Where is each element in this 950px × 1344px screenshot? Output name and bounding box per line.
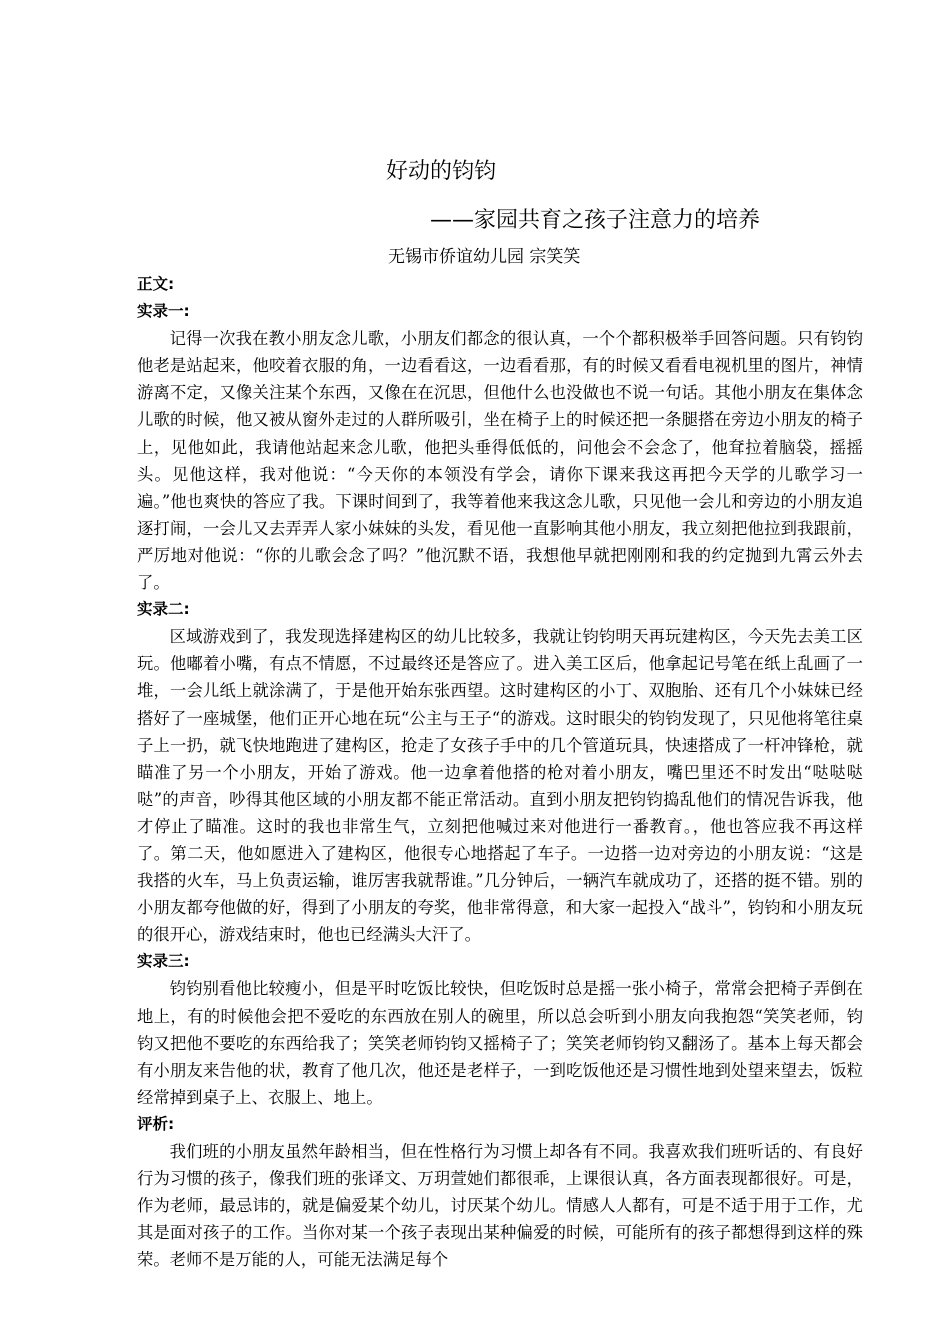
section-label-record-3: 实录三: — [137, 952, 190, 971]
document-body — [137, 271, 863, 1273]
section-label-analysis: 评析: — [137, 1114, 175, 1133]
document-title: 好动的钧钧 — [386, 159, 497, 184]
section-text-analysis: 我们班的小朋友虽然年龄相当，但在性格行为习惯上却各有不同。我喜欢我们班听话的、有良好行为习惯的孩子，像我们班的张译文、万玥萱她们都很乖，上课很认真，各方面表现都很好。可是，作为老师，最忌讳的，就是偏爱某个幼儿，讨厌某个幼儿。情感人人都有，可是不适于用于工作，尤其是面对孩子的工作。当你对某一个孩子表现出某种偏爱的时候，可能所有的孩子都想得到这样的殊荣。老师不是万能的人，可能无法满足每个 — [137, 1142, 863, 1270]
section-text-record-3: 钧钧别看他比较瘦小，但是平时吃饭比较快，但吃饭时总是摇一张小椅子，常常会把椅子弄倒在地上，有的时候他会把不爱吃的东西放在别人的碗里，所以总会听到小朋友向我抱怨“笑笑老师，钧钧又把他不要吃的东西给我了；笑笑老师钧钧又摇椅子了；笑笑老师钧钧又翻汤了。基本上每天都会有小朋友来告他的状，教育了他几次，他还是老样子，一到吃饭他还是习惯性地到处望来望去，饭粒经常掉到桌子上、衣服上、地上。 — [137, 979, 863, 1107]
section-text-record-2: 区域游戏到了，我发现选择建构区的幼儿比较多，我就让钧钧明天再玩建构区，今天先去美工区玩。他嘟着小嘴，有点不情愿，不过最终还是答应了。进入美工区后，他拿起记号笔在纸上乱画了一堆，一会儿纸上就涂满了，于是他开始东张西望。这时建构区的小丁、双胞胎、还有几个小妹妹已经搭好了一座城堡，他们正开心地在玩“公主与王子“的游戏。这时眼尖的钧钧发现了，只见他将笔往桌子上一扔，就飞快地跑进了建构区，抢走了女孩子手中的几个管道玩具，快速搭成了一杆冲锋枪，就瞄准了另一个小朋友，开始了游戏。他一边拿着他搭的枪对着小朋友，嘴巴里还不时发出“哒哒哒哒”的声音，吵得其他区域的小朋友都不能正常活动。直到小朋友把钧钧捣乱他们的情况告诉我，他才停止了瞄准。这时的我也非常生气，立刻把他喊过来对他进行一番教育。，他也答应我不再这样了。第二天，他如愿进入了建构区，他很专心地搭起了车子。一边搭一边对旁边的小朋友说：“这是我搭的火车，马上负责运输，谁厉害我就帮谁。”几分钟后，一辆汽车就成功了，还搭的挺不错。别的小朋友都夸他做的好，得到了小朋友的夸奖，他非常得意，和大家一起投入“战斗”，钧钧和小朋友玩的很开心，游戏结束时，他也已经满头大汗了。 — [137, 627, 863, 945]
document-subtitle: ——家园共育之孩子注意力的培养 — [430, 208, 761, 233]
section-text-record-1: 记得一次我在教小朋友念儿歌，小朋友们都念的很认真，一个个都积极举手回答问题。只有钧钧他老是站起来，他咬着衣服的角，一边看看这，一边看看那，有的时候又看看电视机里的图片，神情游离不定，又像关注某个东西，又像在在沉思，但他什么也没做也不说一句话。其他小朋友在集体念儿歌的时候，他又被从窗外走过的人群所吸引，坐在椅子上的时候还把一条腿搭在旁边小朋友的椅子上，见他如此，我请他站起来念儿歌，他把头垂得低低的，问他会不会念了，他耷拉着脑袋，摇摇头。见他这样，我对他说：“今天你的本领没有学会，请你下课来我这再把今天学的儿歌学习一遍。”他也爽快的答应了我。下课时间到了，我等着他来我这念儿歌，只见他一会儿和旁边的小朋友追逐打闹，一会儿又去弄弄人家小妹妹的头发，看见他一直影响其他小朋友，我立刻把他拉到我跟前，严厉地对他说：“你的儿歌会念了吗？”他沉默不语，我想他早就把刚刚和我的约定抛到九霄云外去了。 — [137, 329, 863, 593]
body-label: 正文: — [137, 275, 175, 293]
document-author: 无锡市侨谊幼儿园 宗笑笑 — [388, 247, 581, 267]
section-label-record-2: 实录二: — [137, 600, 190, 619]
section-label-record-1: 实录一: — [137, 302, 190, 321]
